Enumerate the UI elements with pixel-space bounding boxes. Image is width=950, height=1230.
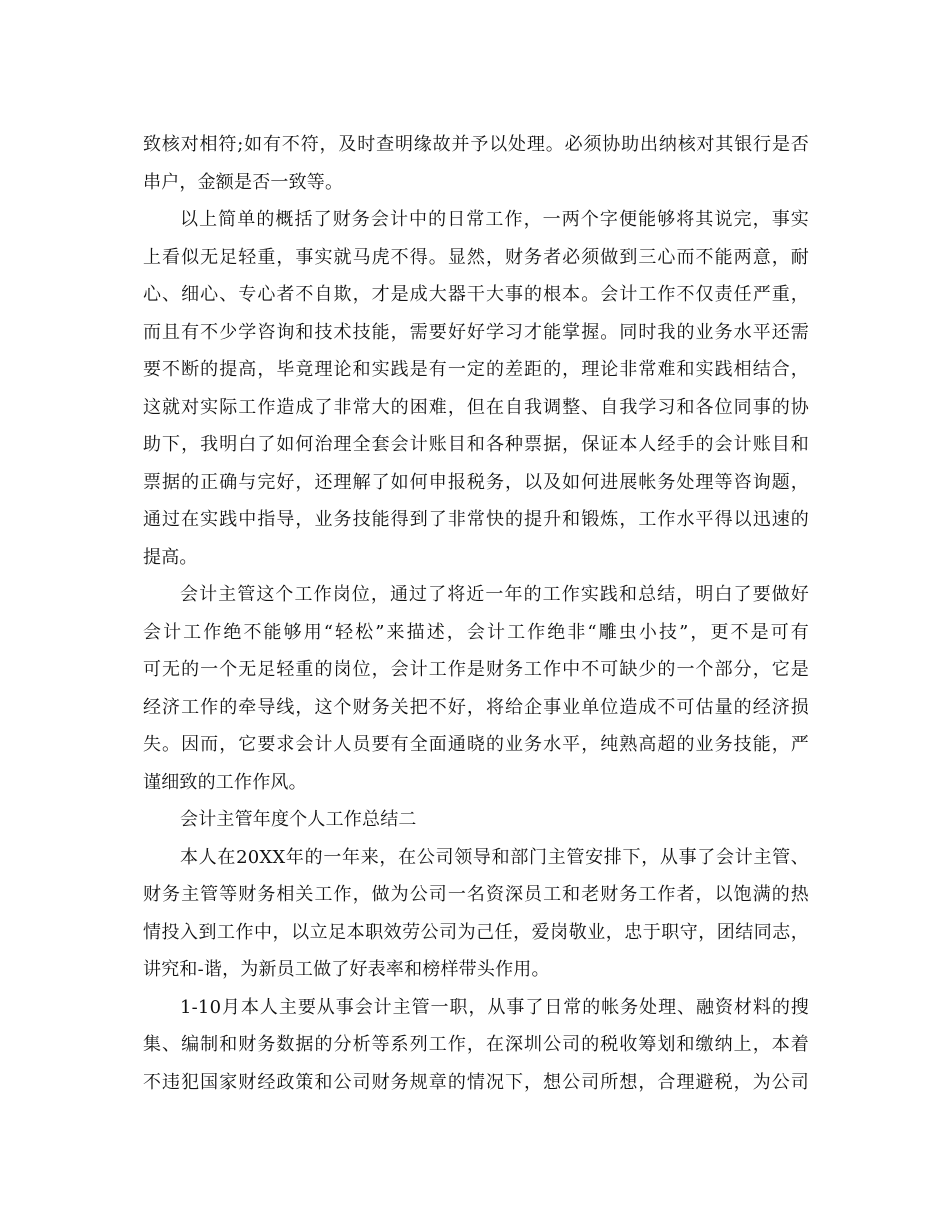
document-body [143,126,809,1101]
text-line: 会计主管这个工作岗位，通过了将近一年的工作实践和总结，明白了要做好 [180,584,809,605]
text-line: 不违犯国家财经政策和公司财务规章的情况下，想公司所想，合理避税，为公司 [143,1071,809,1093]
text-line: 经济工作的牵导线，这个财务关把不好，将给企事业单位造成不可估量的经济损 [143,696,809,718]
text-line: 助下，我明白了如何治理全套会计账目和各种票据，保证本人经手的会计账目和 [143,434,809,455]
text-line: 上看似无足轻重，事实就马虎不得。显然，财务者必须做到三心而不能两意，耐 [143,246,809,268]
text-line: 谨细致的工作作风。 [143,771,307,793]
text-line: 票据的正确与完好，还理解了如何申报税务，以及如何进展帐务处理等咨询题， [143,471,809,493]
text-line: 提高。 [143,546,198,568]
text-line: 会计工作绝不能够用“轻松”来描述，会计工作绝非“雕虫小技”，更不是可有 [143,621,809,643]
text-line: 会计主管年度个人工作总结二 [180,809,417,830]
text-line: 致核对相符;如有不符，及时查明缘故并予以处理。必须协助出纳核对其银行是否 [143,134,809,155]
text-line: 串户，金额是否一致等。 [143,171,344,193]
text-line: 本人在20XX年的一年来，在公司领导和部门主管安排下，从事了会计主管、 [180,846,809,868]
text-line: 可无的一个无足轻重的岗位，会计工作是财务工作中不可缺少的一个部分，它是 [143,659,809,680]
text-line: 情投入到工作中，以立足本职效劳公司为己任，爱岗敬业，忠于职守，团结同志， [143,921,809,943]
text-line: 集、编制和财务数据的分析等系列工作，在深圳公司的税收筹划和缴纳上，本着 [143,1034,809,1055]
text-line: 财务主管等财务相关工作，做为公司一名资深员工和老财务工作者，以饱满的热 [143,884,809,905]
text-line: 1-10月本人主要从事会计主管一职，从事了日常的帐务处理、融资材料的搜 [180,996,809,1018]
text-line: 这就对实际工作造成了非常大的困难，但在自我调整、自我学习和各位同事的协 [143,396,809,418]
text-line: 要不断的提高，毕竟理论和实践是有一定的差距的，理论非常难和实践相结合， [143,359,809,380]
text-line: 心、细心、专心者不自欺，才是成大器干大事的根本。会计工作不仅责任严重， [143,284,809,305]
text-line: 通过在实践中指导，业务技能得到了非常快的提升和锻炼，工作水平得以迅速的 [143,509,809,530]
text-line: 而且有不少学咨询和技术技能，需要好好学习才能掌握。同时我的业务水平还需 [143,321,809,343]
text-line: 以上简单的概括了财务会计中的日常工作，一两个字便能够将其说完，事实 [180,209,809,230]
text-line: 失。因而，它要求会计人员要有全面通晓的业务水平，纯熟高超的业务技能，严 [143,734,809,755]
text-line: 讲究和-谐，为新员工做了好表率和榜样带头作用。 [143,959,550,980]
